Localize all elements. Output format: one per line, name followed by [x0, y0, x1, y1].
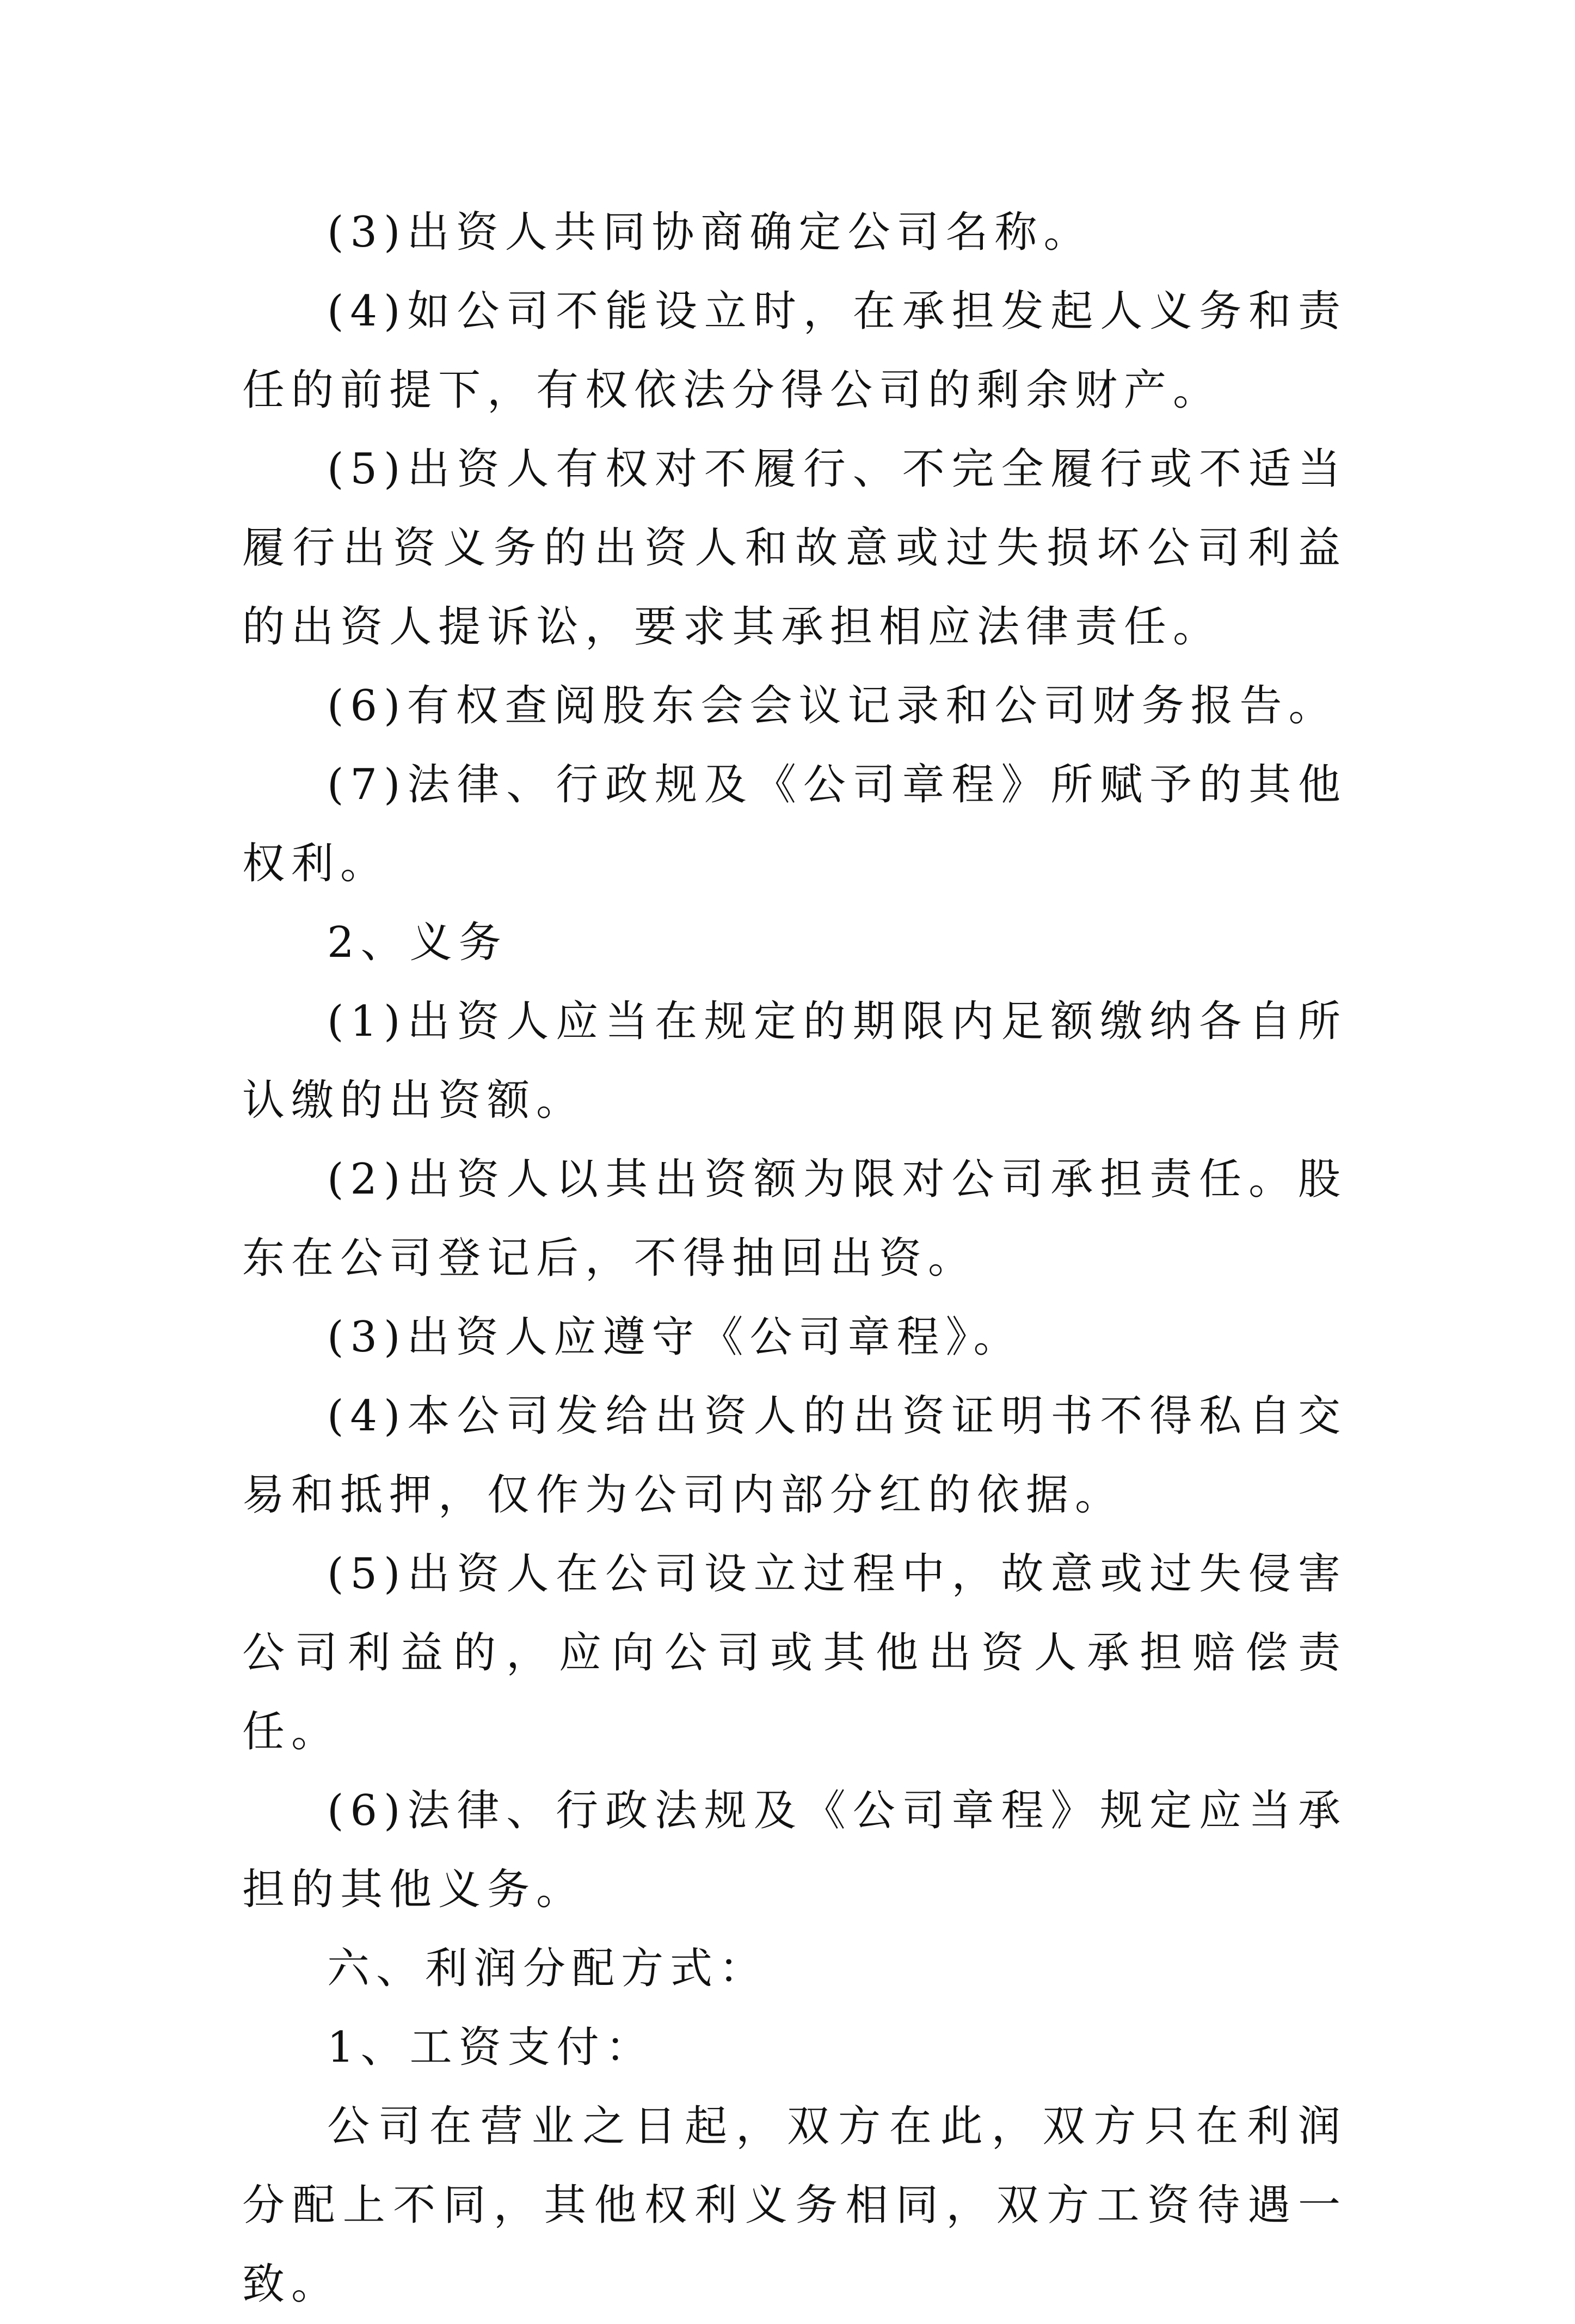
subheading-salary-payment: 1、工资支付： [327, 2023, 655, 2072]
paragraph-right-4: (4)如公司不能设立时，在承担发起人义务和责任的前提下，有权依法分得公司的剩余财产。 [242, 287, 1347, 415]
paragraph-obligation-2: (2)出资人以其出资额为限对公司承担责任。股东在公司登记后，不得抽回出资。 [242, 1155, 1347, 1283]
paragraph-obligation-5: (5)出资人在公司设立过程中，故意或过失侵害公司利益的，应向公司或其他出资人承担赔偿责任。 [242, 1550, 1347, 1756]
paragraph-obligation-6: (6)法律、行政法规及《公司章程》规定应当承担的其他义务。 [242, 1786, 1347, 1914]
section-heading-obligations: 2、义务 [327, 918, 508, 967]
paragraph-obligation-1: (1)出资人应当在规定的期限内足额缴纳各自所认缴的出资额。 [242, 997, 1347, 1125]
paragraph-salary-terms: 公司在营业之日起，双方在此，双方只在利润分配上不同，其他权利义务相同，双方工资待遇一致。 [242, 2102, 1347, 2309]
paragraph-right-5: (5)出资人有权对不履行、不完全履行或不适当履行出资义务的出资人和故意或过失损坏公司利益的出资人提诉讼，要求其承担相应法律责任。 [242, 445, 1347, 651]
paragraph-obligation-4: (4)本公司发给出资人的出资证明书不得私自交易和抵押，仅作为公司内部分红的依据。 [242, 1392, 1347, 1520]
document-body [242, 193, 1347, 2324]
paragraph-right-7: (7)法律、行政规及《公司章程》所赋予的其他权利。 [242, 760, 1347, 888]
paragraph-obligation-3: (3)出资人应遵守《公司章程》。 [327, 1313, 1023, 1362]
paragraph-right-6: (6)有权查阅股东会会议记录和公司财务报告。 [327, 681, 1338, 730]
section-heading-profit-distribution: 六、利润分配方式： [327, 1944, 768, 1993]
paragraph-right-3: (3)出资人共同协商确定公司名称。 [327, 208, 1093, 257]
